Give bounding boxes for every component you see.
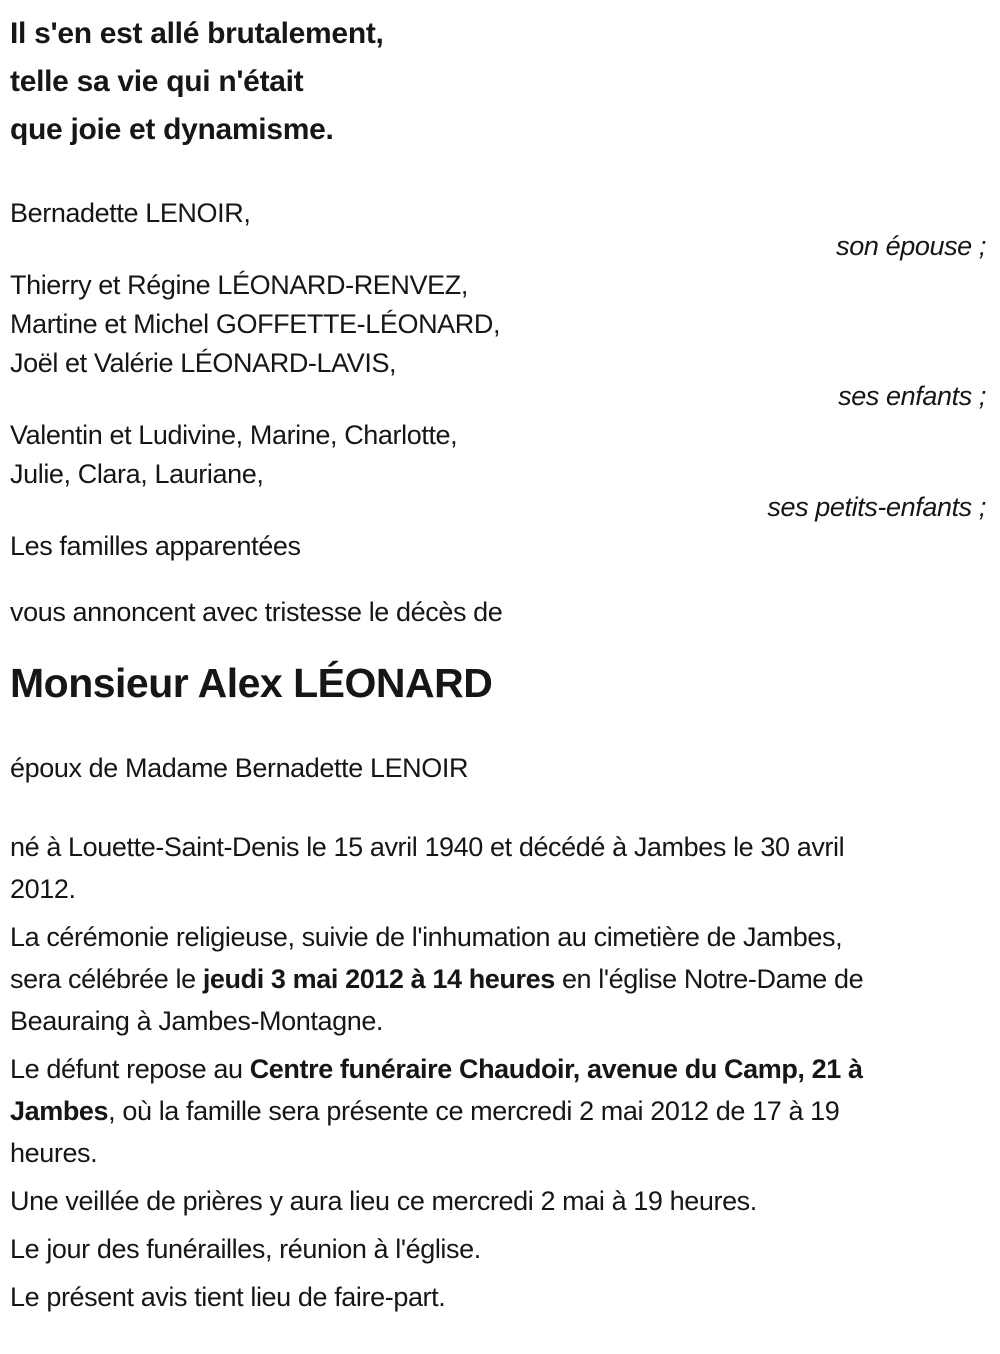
paragraph-line — [10, 958, 986, 1000]
paragraph-line — [10, 1090, 986, 1132]
mourner-group — [10, 194, 986, 260]
relation-label: ses petits-enfants ; — [767, 492, 986, 522]
text-run: , où la famille sera présente ce mercredi 2 mai 2012 de 17 à 19 — [108, 1096, 840, 1126]
text-run: Le jour des funérailles, réunion à l'église. — [10, 1234, 481, 1264]
mourner-name: Thierry et Régine LÉONARD-RENVEZ, — [10, 270, 468, 300]
mourner-name: Joël et Valérie LÉONARD-LAVIS, — [10, 348, 397, 378]
paragraph — [10, 826, 986, 910]
text-run: né à Louette-Saint-Denis le 15 avril 1940 et décédé à Jambes le 30 avril — [10, 832, 845, 862]
announcement-line: vous annoncent avec tristesse le décès de — [10, 597, 503, 627]
paragraph-line — [10, 868, 986, 910]
bold-text-run: jeudi 3 mai 2012 à 14 heures — [202, 964, 555, 994]
relation-label: ses enfants ; — [838, 381, 986, 411]
mourner-name: Bernadette LENOIR, — [10, 198, 251, 228]
body-paragraphs — [10, 826, 986, 1318]
quote-line: que joie et dynamisme. — [10, 113, 334, 146]
mourner-group — [10, 416, 986, 521]
mourner-name: Les familles apparentées — [10, 531, 301, 561]
bold-text-run: Centre funéraire Chaudoir, avenue du Camp, 21 à — [249, 1054, 863, 1084]
mourners-list — [10, 194, 986, 566]
text-run: en l'église Notre-Dame de — [554, 964, 864, 994]
paragraph — [10, 916, 986, 1042]
mourner-name: Martine et Michel GOFFETTE-LÉONARD, — [10, 309, 501, 339]
paragraph-line — [10, 916, 986, 958]
opening-quote — [10, 10, 986, 154]
paragraph-line — [10, 1276, 986, 1318]
paragraph-line — [10, 826, 986, 868]
text-run: Le défunt repose au — [10, 1054, 250, 1084]
spouse-line: époux de Madame Bernadette LENOIR — [10, 753, 469, 783]
quote-line: Il s'en est allé brutalement, — [10, 17, 384, 50]
text-run: heures. — [10, 1138, 98, 1168]
text-run: Une veillée de prières y aura lieu ce mercredi 2 mai à 19 heures. — [10, 1186, 757, 1216]
paragraph-line — [10, 1000, 986, 1042]
paragraph-line — [10, 1048, 986, 1090]
paragraph — [10, 1048, 986, 1174]
mourner-name: Valentin et Ludivine, Marine, Charlotte, — [10, 420, 458, 450]
text-run: 2012. — [10, 874, 76, 904]
paragraph-line — [10, 1228, 986, 1270]
paragraph — [10, 1228, 986, 1270]
relation-label: son épouse ; — [836, 231, 986, 261]
mourner-group — [10, 527, 986, 566]
paragraph-line — [10, 1180, 986, 1222]
paragraph — [10, 1276, 986, 1318]
bold-text-run: Jambes — [10, 1096, 109, 1126]
text-run: La cérémonie religieuse, suivie de l'inhumation au cimetière de Jambes, — [10, 922, 843, 952]
mourner-name: Julie, Clara, Lauriane, — [10, 459, 264, 489]
text-run: Le présent avis tient lieu de faire-part. — [10, 1282, 446, 1312]
paragraph — [10, 1180, 986, 1222]
mourner-group — [10, 266, 986, 410]
paragraph-line — [10, 1132, 986, 1174]
quote-line: telle sa vie qui n'était — [10, 65, 304, 98]
deceased-name: Monsieur Alex LÉONARD — [10, 660, 493, 706]
text-run: Beauraing à Jambes-Montagne. — [10, 1006, 384, 1036]
text-run: sera célébrée le — [10, 964, 203, 994]
